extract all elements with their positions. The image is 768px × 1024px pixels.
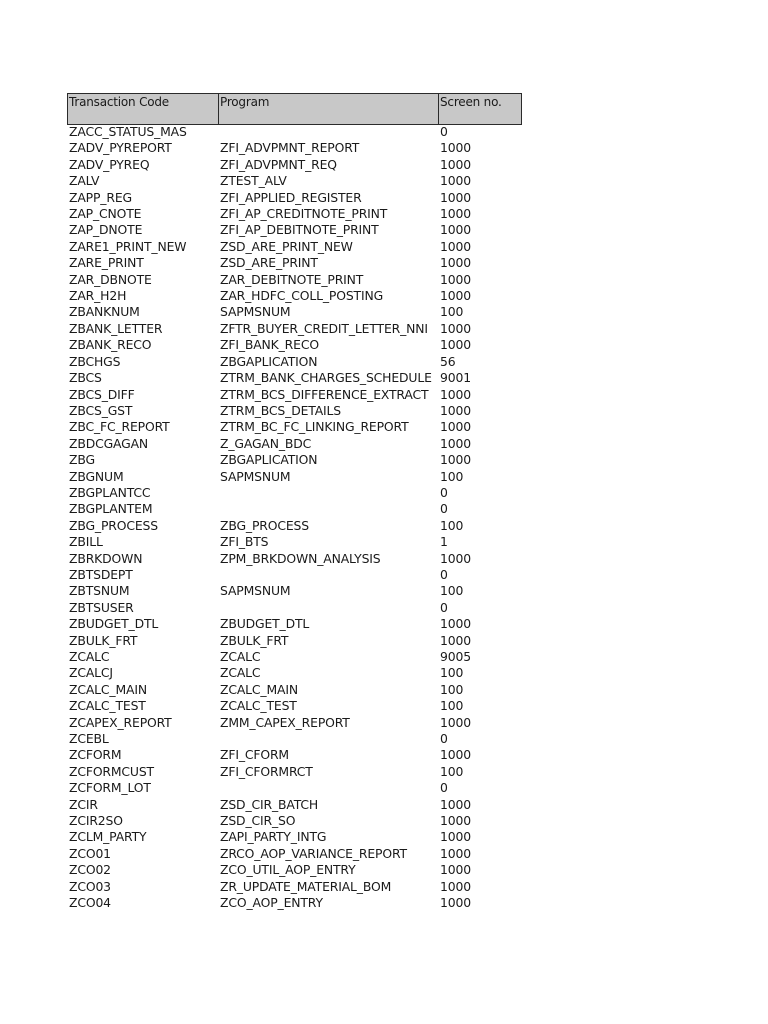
table-row xyxy=(67,846,527,862)
screen-no-cell: 1000 xyxy=(440,796,471,812)
screen-no-cell: 1000 xyxy=(440,616,471,632)
table-row xyxy=(67,222,527,238)
transaction-code-cell: ZBTSDEPT xyxy=(69,566,133,582)
program-cell: ZFI_APPLIED_REGISTER xyxy=(220,189,362,205)
transaction-code-cell: ZBCHGS xyxy=(69,353,121,369)
screen-no-cell: 1000 xyxy=(440,271,471,287)
screen-no-cell: 1000 xyxy=(440,813,471,829)
transaction-code-cell: ZCO04 xyxy=(69,895,111,911)
program-cell: ZFI_BANK_RECO xyxy=(220,337,319,353)
program-cell: ZCALC xyxy=(220,649,261,664)
transaction-code-cell: ZBULK_FRT xyxy=(69,632,138,648)
transaction-code-cell: ZBDCGAGAN xyxy=(69,435,149,451)
screen-no-cell: 0 xyxy=(440,501,448,517)
table-row xyxy=(67,157,527,173)
transaction-code-cell: ZCFORM_LOT xyxy=(69,780,151,796)
table-row xyxy=(67,518,527,534)
screen-no-cell: 1000 xyxy=(440,845,471,861)
screen-no-cell: 1 xyxy=(440,534,448,550)
table-row xyxy=(67,682,527,698)
transaction-code-cell: ZARE_PRINT xyxy=(69,255,144,271)
table-row xyxy=(67,633,527,649)
transaction-code-cell: ZAR_DBNOTE xyxy=(69,271,152,287)
table-header-row xyxy=(67,93,522,125)
transaction-code-cell: ZAP_DNOTE xyxy=(69,222,143,238)
table-row xyxy=(67,321,527,337)
transaction-code-cell: ZCFORMCUST xyxy=(69,763,154,779)
screen-no-cell: 100 xyxy=(440,763,464,779)
screen-no-cell: 100 xyxy=(440,517,464,533)
table-row xyxy=(67,665,527,681)
program-cell: ZAR_HDFC_COLL_POSTING xyxy=(220,288,384,304)
transaction-code-cell: ZCAPEX_REPORT xyxy=(69,714,172,730)
transaction-code-cell: ZBGPLANTEM xyxy=(69,501,153,517)
transaction-code-cell: ZBC_FC_REPORT xyxy=(69,419,170,435)
screen-no-cell: 100 xyxy=(440,304,464,320)
transaction-code-cell: ZAR_H2H xyxy=(69,288,127,304)
screen-no-cell: 1000 xyxy=(440,714,471,730)
program-cell: ZBGAPLICATION xyxy=(220,452,318,468)
transaction-code-cell: ZBTSNUM xyxy=(69,583,130,599)
program-cell: ZCO_AOP_ENTRY xyxy=(220,895,323,911)
table-row xyxy=(67,255,527,271)
transaction-code-cell: ZARE1_PRINT_NEW xyxy=(69,238,187,254)
transaction-code-cell: ZBGPLANTCC xyxy=(69,484,151,500)
transaction-code-cell: ZCLM_PARTY xyxy=(69,829,147,845)
program-cell: ZCALC_MAIN xyxy=(220,681,298,697)
table-row xyxy=(67,731,527,747)
screen-no-cell: 0 xyxy=(440,731,448,747)
program-cell: ZBULK_FRT xyxy=(220,632,289,648)
program-cell: ZAR_DEBITNOTE_PRINT xyxy=(220,271,364,287)
program-cell: ZFI_BTS xyxy=(220,534,269,550)
screen-no-cell: 1000 xyxy=(440,862,471,878)
transaction-code-cell: ZBILL xyxy=(69,534,103,550)
transaction-code-cell: ZCALCJ xyxy=(69,665,113,681)
screen-no-cell: 100 xyxy=(440,698,464,714)
table-row xyxy=(67,206,527,222)
screen-no-cell: 100 xyxy=(440,583,464,599)
program-cell: ZSD_ARE_PRINT xyxy=(220,255,318,271)
program-cell: ZAPI_PARTY_INTG xyxy=(220,829,327,845)
screen-no-cell: 1000 xyxy=(440,222,471,238)
program-cell: ZSD_CIR_BATCH xyxy=(220,796,319,812)
table-row xyxy=(67,190,527,206)
table-row xyxy=(67,583,527,599)
table-row xyxy=(67,534,527,550)
header-transaction-code: Transaction Code xyxy=(67,94,218,124)
program-cell: ZRCO_AOP_VARIANCE_REPORT xyxy=(220,845,407,861)
table-row xyxy=(67,698,527,714)
program-cell xyxy=(218,731,438,747)
table-row xyxy=(67,567,527,583)
table-row xyxy=(67,501,527,517)
program-cell xyxy=(218,780,438,796)
transaction-code-cell: ZBCS_DIFF xyxy=(69,386,135,402)
program-cell: ZCO_UTIL_AOP_ENTRY xyxy=(220,862,356,878)
transaction-code-cell: ZCEBL xyxy=(69,731,109,747)
table-row xyxy=(67,304,527,320)
screen-no-cell: 1000 xyxy=(440,320,471,336)
table-row xyxy=(67,895,527,911)
transaction-code-cell: ZCIR2SO xyxy=(69,813,123,829)
table-row xyxy=(67,272,527,288)
screen-no-cell: 1000 xyxy=(440,550,471,566)
transaction-code-cell: ZBUDGET_DTL xyxy=(69,616,159,632)
screen-no-cell: 1000 xyxy=(440,632,471,648)
transaction-code-cell: ZCO03 xyxy=(69,878,111,894)
transaction-code-cell: ZAPP_REG xyxy=(69,189,132,205)
screen-no-cell: 100 xyxy=(440,665,464,681)
transaction-code-cell: ZCIR xyxy=(69,796,98,812)
table-row xyxy=(67,600,527,616)
transaction-code-cell: ZBGNUM xyxy=(69,468,124,484)
screen-no-cell: 1000 xyxy=(440,829,471,845)
table-row xyxy=(67,780,527,796)
table-row xyxy=(67,239,527,255)
program-cell xyxy=(218,600,438,616)
table-row xyxy=(67,813,527,829)
transaction-code-cell: ZBCS_GST xyxy=(69,402,133,418)
screen-no-cell: 1000 xyxy=(440,288,471,304)
table-row xyxy=(67,649,527,665)
screen-no-cell: 0 xyxy=(440,484,448,500)
transaction-code-cell: ZADV_PYREPORT xyxy=(69,140,172,156)
transaction-code-cell: ZCO02 xyxy=(69,862,111,878)
transaction-code-cell: ZBANK_LETTER xyxy=(69,320,163,336)
screen-no-cell: 1000 xyxy=(440,337,471,353)
screen-no-cell: 9005 xyxy=(440,649,471,664)
program-cell xyxy=(218,501,438,517)
program-cell: ZBG_PROCESS xyxy=(220,517,309,533)
transaction-code-cell: ZBANKNUM xyxy=(69,304,140,320)
transaction-code-cell: ZBTSUSER xyxy=(69,599,134,615)
screen-no-cell: 1000 xyxy=(440,419,471,435)
screen-no-cell: 1000 xyxy=(440,452,471,468)
program-cell: ZMM_CAPEX_REPORT xyxy=(220,714,350,730)
program-cell xyxy=(218,567,438,583)
program-cell: SAPMSNUM xyxy=(220,583,291,599)
program-cell: ZPM_BRKDOWN_ANALYSIS xyxy=(220,550,381,566)
transaction-code-cell: ZACC_STATUS_MAS xyxy=(69,124,187,139)
table-row xyxy=(67,436,527,452)
screen-no-cell: 1000 xyxy=(440,238,471,254)
screen-no-cell: 1000 xyxy=(440,878,471,894)
program-cell xyxy=(218,124,438,140)
transaction-code-cell: ZADV_PYREQ xyxy=(69,156,150,172)
table-row xyxy=(67,124,527,140)
screen-no-cell: 1000 xyxy=(440,156,471,172)
transaction-code-cell: ZAP_CNOTE xyxy=(69,206,142,222)
table-row xyxy=(67,452,527,468)
program-cell: ZFI_ADVPMNT_REPORT xyxy=(220,140,360,156)
screen-no-cell: 0 xyxy=(440,780,448,796)
screen-no-cell: 0 xyxy=(440,599,448,615)
table-row xyxy=(67,715,527,731)
table-row xyxy=(67,551,527,567)
screen-no-cell: 1000 xyxy=(440,173,471,189)
transaction-code-cell: ZCALC_MAIN xyxy=(69,681,147,697)
program-cell: ZFI_AP_CREDITNOTE_PRINT xyxy=(220,206,388,222)
program-cell: ZFI_CFORMRCT xyxy=(220,763,313,779)
screen-no-cell: 1000 xyxy=(440,386,471,402)
table-row xyxy=(67,747,527,763)
program-cell xyxy=(218,485,438,501)
program-cell: ZSD_ARE_PRINT_NEW xyxy=(220,238,353,254)
table-row xyxy=(67,140,527,156)
transaction-code-cell: ZBG_PROCESS xyxy=(69,517,158,533)
program-cell: ZTRM_BANK_CHARGES_SCHEDULE xyxy=(220,370,432,386)
transaction-code-cell: ZALV xyxy=(69,173,100,189)
table-row xyxy=(67,469,527,485)
transaction-code-cell: ZCFORM xyxy=(69,747,122,763)
table-row xyxy=(67,173,527,189)
screen-no-cell: 0 xyxy=(440,124,448,139)
transaction-code-cell: ZBRKDOWN xyxy=(69,550,143,566)
screen-no-cell: 1000 xyxy=(440,402,471,418)
table-row xyxy=(67,387,527,403)
screen-no-cell: 1000 xyxy=(440,747,471,763)
transaction-code-cell: ZCALC xyxy=(69,649,110,664)
program-cell: ZCALC xyxy=(220,665,261,681)
program-cell: ZTRM_BCS_DIFFERENCE_EXTRACT xyxy=(220,386,429,402)
screen-no-cell: 1000 xyxy=(440,189,471,205)
table-row xyxy=(67,764,527,780)
program-cell: ZFI_AP_DEBITNOTE_PRINT xyxy=(220,222,379,238)
table-row xyxy=(67,879,527,895)
transaction-code-cell: ZBCS xyxy=(69,370,102,386)
table-row xyxy=(67,288,527,304)
program-cell: Z_GAGAN_BDC xyxy=(220,435,312,451)
table-row xyxy=(67,829,527,845)
table-row xyxy=(67,485,527,501)
program-cell: ZBGAPLICATION xyxy=(220,353,318,369)
header-screen-no: Screen no. xyxy=(438,94,522,124)
screen-no-cell: 0 xyxy=(440,566,448,582)
screen-no-cell: 1000 xyxy=(440,206,471,222)
table-row xyxy=(67,337,527,353)
transaction-code-cell: ZCO01 xyxy=(69,845,111,861)
screen-no-cell: 56 xyxy=(440,353,456,369)
program-cell: ZCALC_TEST xyxy=(220,698,297,714)
transaction-code-cell: ZBG xyxy=(69,452,95,468)
table-row xyxy=(67,354,527,370)
program-cell: SAPMSNUM xyxy=(220,304,291,320)
transaction-code-cell: ZBANK_RECO xyxy=(69,337,152,353)
program-cell: SAPMSNUM xyxy=(220,468,291,484)
screen-no-cell: 1000 xyxy=(440,895,471,911)
screen-no-cell: 100 xyxy=(440,468,464,484)
table-body xyxy=(67,124,527,912)
program-cell: ZFI_CFORM xyxy=(220,747,289,763)
screen-no-cell: 100 xyxy=(440,681,464,697)
program-cell: ZFTR_BUYER_CREDIT_LETTER_NNI xyxy=(220,320,428,336)
program-cell: ZTRM_BCS_DETAILS xyxy=(220,402,342,418)
table-row xyxy=(67,419,527,435)
header-program: Program xyxy=(218,94,438,124)
program-cell: ZTEST_ALV xyxy=(220,173,287,189)
table-row xyxy=(67,370,527,386)
table-row xyxy=(67,403,527,419)
program-cell: ZBUDGET_DTL xyxy=(220,616,310,632)
screen-no-cell: 1000 xyxy=(440,140,471,156)
screen-no-cell: 1000 xyxy=(440,255,471,271)
program-cell: ZR_UPDATE_MATERIAL_BOM xyxy=(220,878,392,894)
program-cell: ZFI_ADVPMNT_REQ xyxy=(220,156,337,172)
transaction-code-table xyxy=(67,93,522,911)
program-cell: ZSD_CIR_SO xyxy=(220,813,296,829)
transaction-code-cell: ZCALC_TEST xyxy=(69,698,146,714)
table-row xyxy=(67,797,527,813)
screen-no-cell: 1000 xyxy=(440,435,471,451)
table-row xyxy=(67,616,527,632)
table-row xyxy=(67,862,527,878)
screen-no-cell: 9001 xyxy=(440,370,471,386)
program-cell: ZTRM_BC_FC_LINKING_REPORT xyxy=(220,419,409,435)
